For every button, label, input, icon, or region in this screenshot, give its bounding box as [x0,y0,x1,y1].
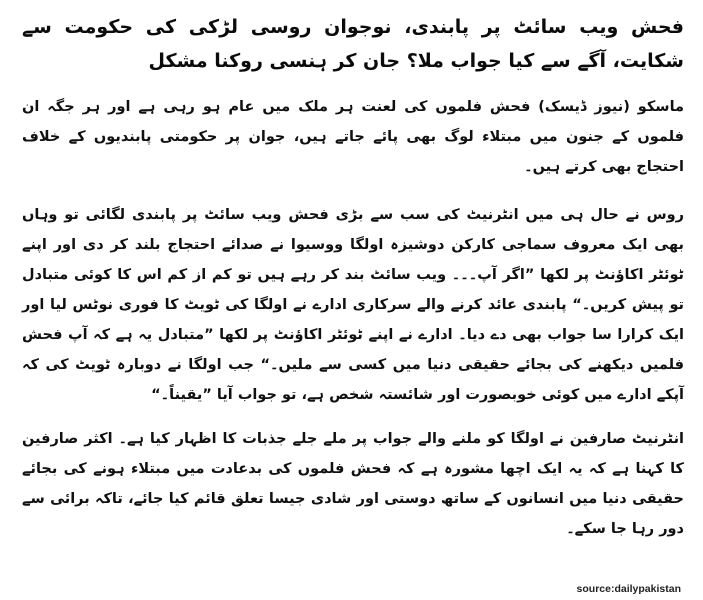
article-headline: فحش ویب سائٹ پر پابندی، نوجوان روسی لڑکی کی حکومت سے شکایت، آگے سے کیا جواب ملا؟ جان کر ہنسی روکنا مشکل [22,16,684,72]
source-credit: source:dailypakistan [576,583,681,595]
article-paragraph-reactions: انٹرنیٹ صارفین نے اولگا کو ملنے والے جواب پر ملے جلے جذبات کا اظہار کیا ہے۔ اکثر صارفین کا کہنا ہے کہ یہ ایک اچھا مشورہ ہے کہ فحش فلموں کی بدعادت میں مبتلاء ہونے کی بجائے حقیقی دنیا میں انسانوں کے ساتھ دوستی اور شادی جیسا تعلق قائم کیا جائے، تاکہ برائی سے دور رہا جا سکے۔ [22,431,684,537]
article-paragraph-intro: ماسکو (نیوز ڈیسک) فحش فلموں کی لعنت ہر ملک میں عام ہو رہی ہے اور ہر جگہ ان فلموں کے جنون میں مبتلاء لوگ بھی پائے جاتے ہیں، جوان پر حکومتی پابندیوں کے خلاف احتجاج بھی کرتے ہیں۔ [22,99,684,175]
article [22,10,684,558]
article-paragraph-body: روس نے حال ہی میں انٹرنیٹ کی سب سے بڑی فحش ویب سائٹ پر پابندی لگائی تو وہاں بھی ایک معروف سماجی کارکن دوشیزہ اولگا ووسیوا نے صدائے احتجاج بلند کر دی اور اپنے ٹوئٹر اکاؤنٹ پر لکھا ”اگر آپ۔۔۔ ویب سائٹ بند کر رہے ہیں تو کم از کم اس کا کوئی متبادل تو پیش کریں۔“ پابندی عائد کرنے والے سرکاری ادارے نے اولگا کی ٹویٹ کا فوری نوٹس لیا اور ایک کرارا سا جواب بھی دے دیا۔ ادارے نے اپنے ٹوئٹر اکاؤنٹ پر لکھا ”متبادل یہ ہے کہ آپ فحش فلمیں دیکھنے کی بجائے حقیقی دنیا میں کسی سے ملیں۔“ جب اولگا نے دوبارہ ٹویٹ کی کہ آپکے ادارے میں کوئی خوبصورت اور شائستہ شخص ہے، تو جواب آیا ”یقیناً۔“ [22,207,684,403]
